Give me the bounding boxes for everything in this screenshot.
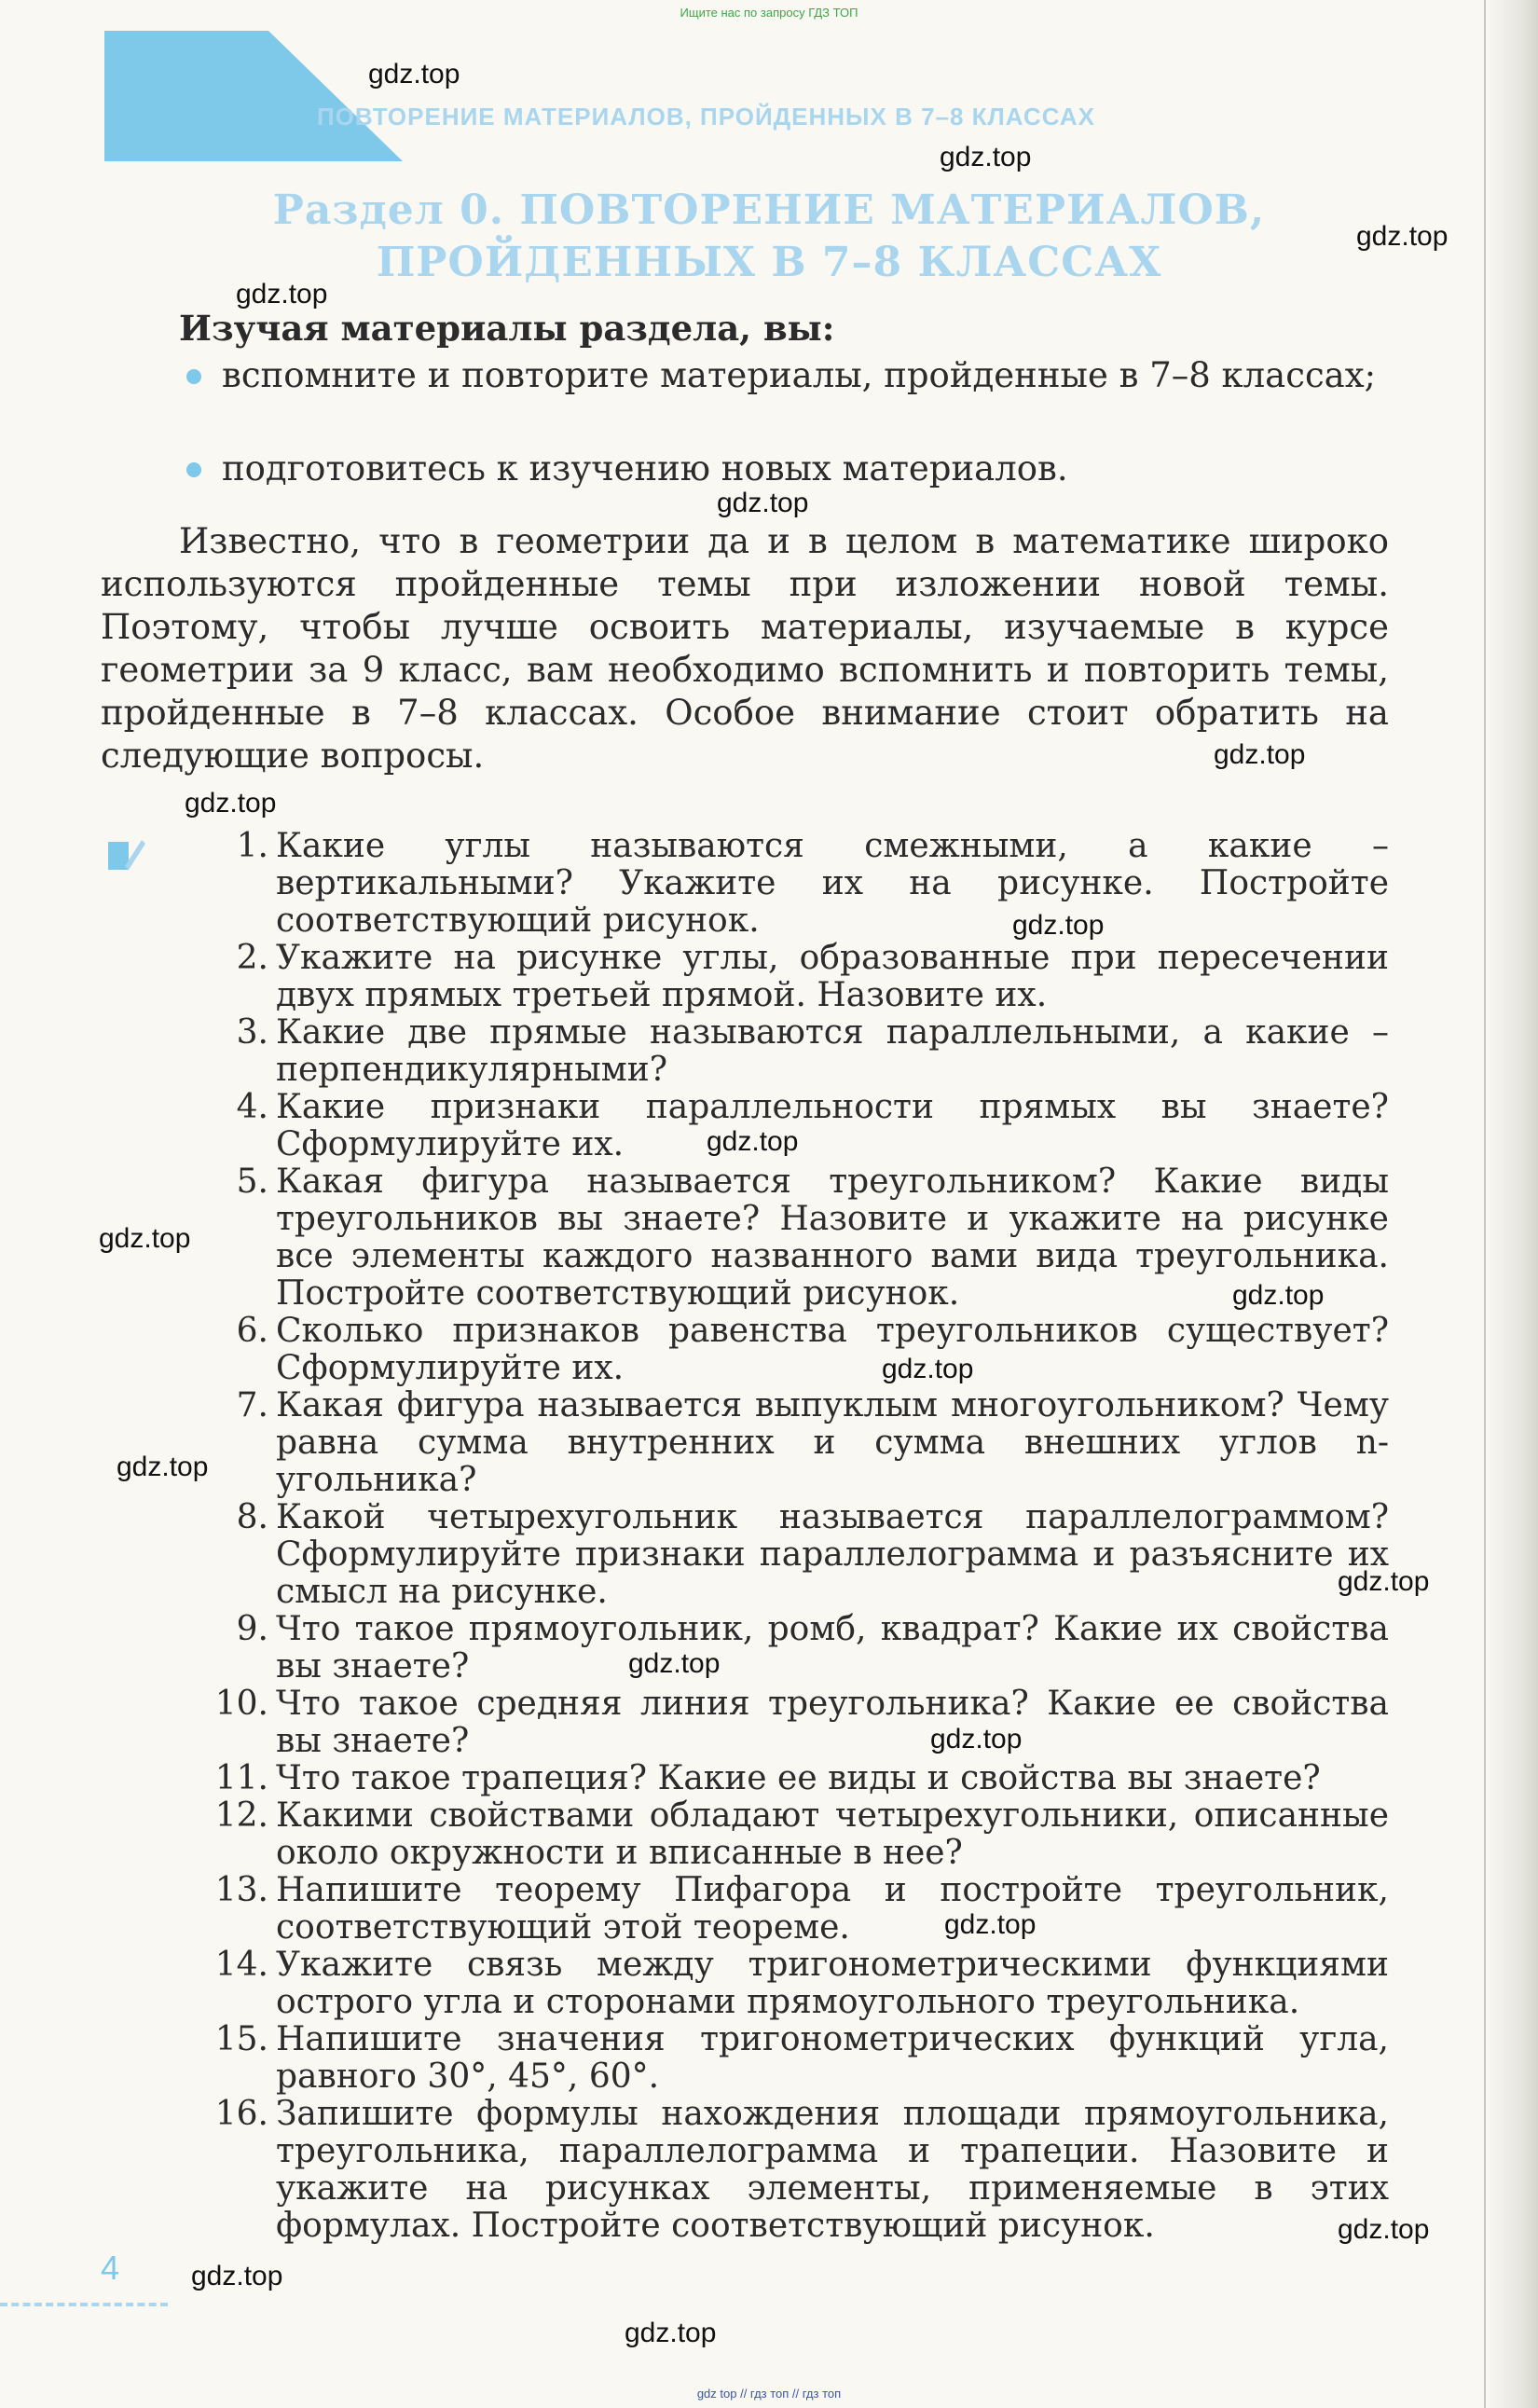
question-number: 3. [236, 1013, 268, 1052]
question-text: Какие две прямые называются параллельными, а какие – перпендикулярными? [276, 1013, 1389, 1089]
question-item [186, 1163, 1389, 1313]
running-header: ПОВТОРЕНИЕ МАТЕРИАЛОВ, ПРОЙДЕННЫХ В 7–8 КЛАССАХ [317, 103, 1095, 131]
bullet-text: подготовитесь к изучению новых материалов. [222, 448, 1068, 488]
watermark: gdz.top [1012, 910, 1105, 941]
question-item [186, 1611, 1389, 1686]
watermark: gdz.top [99, 1223, 191, 1254]
watermark: gdz.top [628, 1648, 721, 1679]
bottom-link[interactable]: gdz top // гдз топ // гдз топ [696, 2387, 842, 2401]
question-item [186, 1313, 1389, 1387]
question-number: 4. [236, 1088, 268, 1126]
question-text: Напишите теорему Пифагора и постройте треугольник, соответствующий этой теореме. [276, 1871, 1389, 1947]
watermark: gdz.top [236, 279, 328, 310]
question-text: Что такое средняя линия треугольника? Какие ее свойства вы знаете? [276, 1685, 1389, 1760]
question-text: Что такое трапеция? Какие ее виды и свойства вы знаете? [276, 1759, 1321, 1797]
question-number: 16. [214, 2095, 268, 2133]
top-search-link[interactable]: Ищите нас по запросу ГДЗ ТОП [680, 6, 858, 20]
watermark: gdz.top [185, 788, 277, 819]
watermark: gdz.top [717, 488, 809, 518]
question-text: Какие признаки параллельности прямых вы знаете? Сформулируйте их. [276, 1088, 1389, 1163]
watermark: gdz.top [191, 2261, 283, 2291]
page-edge-shadow [1484, 0, 1538, 2408]
question-number: 7. [236, 1386, 268, 1424]
question-text: Напишите значения тригонометрических функций угла, равного 30°, 45°, 60°. [276, 2020, 1389, 2096]
question-text: Какой четырехугольник называется параллелограммом? Сформулируйте признаки параллелограмма и разъясните их смысл на рисунке. [276, 1498, 1389, 1611]
watermark: gdz.top [368, 59, 460, 89]
question-number: 8. [236, 1498, 268, 1536]
watermark: gdz.top [1338, 1566, 1430, 1597]
corner-decoration [104, 31, 403, 161]
question-item [186, 1872, 1389, 1947]
question-number: 15. [214, 2020, 268, 2058]
question-number: 2. [236, 939, 268, 977]
question-number: 11. [214, 1759, 268, 1797]
watermark: gdz.top [930, 1724, 1023, 1754]
bullet-dot-icon [186, 462, 201, 477]
question-item [186, 1387, 1389, 1499]
watermark: gdz.top [1356, 221, 1449, 252]
questions-list [186, 828, 1389, 2245]
question-number: 13. [214, 1871, 268, 1909]
question-number: 5. [236, 1163, 268, 1201]
question-text: Какая фигура называется выпуклым многоугольником? Чему равна сумма внутренних и сумма внешних углов n-угольника? [276, 1386, 1389, 1499]
watermark: gdz.top [944, 1909, 1037, 1940]
question-number: 6. [236, 1312, 268, 1350]
watermark: gdz.top [1214, 739, 1306, 770]
question-number: 14. [214, 1946, 268, 1984]
question-item [186, 1760, 1389, 1797]
question-text: Какие углы называются смежными, а какие – вертикальными? Укажите их на рисунке. Постройте соответствующий рисунок. [276, 827, 1389, 940]
page-number: 4 [101, 2249, 120, 2287]
question-number: 12. [214, 1796, 268, 1835]
question-text: Запишите формулы нахождения площади прямоугольника, треугольника, параллелограмма и трапеции. Назовите и укажите на рисунках элементы, применяемые в этих формулах. Постройте соответствующий рисунок. [276, 2095, 1389, 2245]
intro-paragraph: Известно, что в геометрии да и в целом в математике широко используются пройденные темы при изложении новой темы. Поэтому, чтобы лучше освоить материалы, изучаемые в курсе геометрии за 9 класс, вам необходимо вспомнить и повторить темы, пройденные в 7–8 классах. Особое внимание стоит обратить на следующие вопросы. [101, 521, 1389, 776]
question-text: Укажите связь между тригонометрическими функциями острого угла и сторонами прямоугольного треугольника. [276, 1946, 1389, 2021]
question-item [186, 2021, 1389, 2096]
bullet-item [186, 446, 1389, 492]
watermark: gdz.top [940, 142, 1032, 172]
intro-heading: Изучая материалы раздела, вы: [179, 308, 835, 349]
question-text: Что такое прямоугольник, ромб, квадрат? Какие их свойства вы знаете? [276, 1610, 1389, 1686]
question-item [186, 1686, 1389, 1760]
watermark: gdz.top [882, 1354, 974, 1384]
section-title-line-2: ПРОЙДЕННЫХ В 7–8 КЛАССАХ [376, 239, 1162, 286]
bullet-text: вспомните и повторите материалы, пройденные в 7–8 классах; [222, 355, 1377, 395]
bullet-dot-icon [186, 369, 201, 384]
question-item [186, 1797, 1389, 1872]
question-number: 10. [214, 1685, 268, 1723]
question-text: Сколько признаков равенства треугольников существует? Сформулируйте их. [276, 1312, 1389, 1387]
question-item [186, 2096, 1389, 2245]
question-item [186, 1499, 1389, 1611]
bullet-item [186, 352, 1389, 399]
section-title-line-1: Раздел 0. ПОВТОРЕНИЕ МАТЕРИАЛОВ, [272, 186, 1266, 234]
question-item [186, 828, 1389, 940]
watermark: gdz.top [1338, 2214, 1430, 2245]
question-item [186, 1947, 1389, 2021]
question-text: Укажите на рисунке углы, образованные при пересечении двух прямых третьей прямой. Назовите их. [276, 939, 1389, 1014]
watermark: gdz.top [1232, 1280, 1325, 1311]
pencil-icon [104, 834, 149, 879]
watermark: gdz.top [117, 1452, 209, 1482]
question-item [186, 1014, 1389, 1089]
watermark: gdz.top [625, 2318, 717, 2348]
question-text: Какая фигура называется треугольником? Какие виды треугольников вы знаете? Назовите и укажите на рисунке все элементы каждого названного вами вида треугольника. Постройте соответствующий рисунок. [276, 1163, 1389, 1313]
question-number: 9. [236, 1610, 268, 1648]
question-number: 1. [236, 827, 268, 865]
footer-dash-line [0, 2303, 168, 2306]
question-text: Какими свойствами обладают четырехугольники, описанные около окружности и вписанные в нее? [276, 1796, 1389, 1872]
watermark: gdz.top [707, 1126, 799, 1157]
question-item [186, 940, 1389, 1014]
